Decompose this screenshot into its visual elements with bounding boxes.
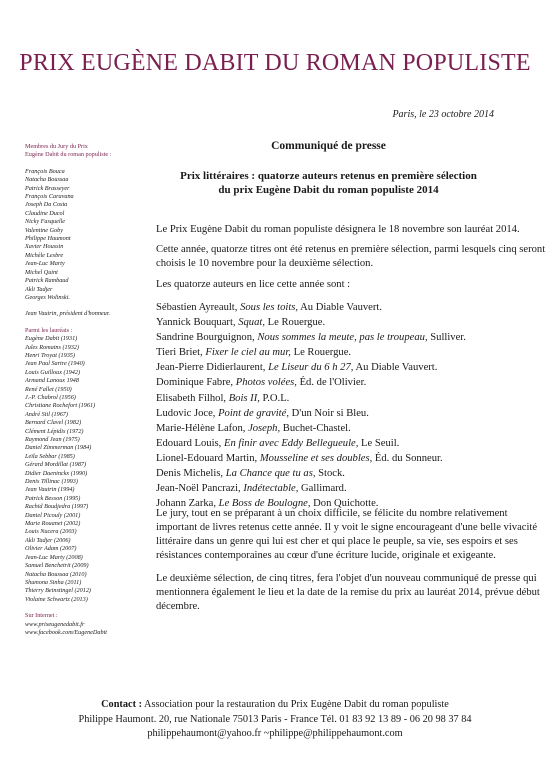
laureate-item: Henri Troyat (1935) — [25, 351, 75, 359]
laureate-item: Denis Tillinac (1993) — [25, 478, 78, 486]
communique-title: Communiqué de presse — [271, 140, 386, 152]
second-selection-paragraph — [156, 572, 540, 614]
jury-member: Xavier Houssin — [25, 243, 64, 251]
publisher: Le Rouergue. — [290, 347, 352, 359]
jury-line-4: résistances contemporaines au cœur d'une écriture lucide, originale et exigeante. — [156, 550, 496, 561]
authors-intro: Les quatorze auteurs en lice cette année sont : — [156, 279, 351, 290]
jury-member: Akli Tadjer — [25, 285, 53, 293]
laureate-item: Jean-Luc Marty (2008) — [25, 553, 83, 561]
jury-member: Valentine Goby — [25, 226, 63, 234]
laureate-item: Samuel Benchetrit (2009) — [25, 562, 89, 570]
jury-heading-line-1: Membres du Jury du Prix — [25, 143, 88, 150]
book-title: En finir avec Eddy Bellegueule, — [223, 437, 359, 449]
publisher: P.O.L. — [259, 392, 290, 404]
author-name: Johann Zarka, — [156, 498, 219, 510]
publisher: Éd. du Sonneur. — [372, 452, 443, 464]
author-entry — [156, 300, 501, 315]
laureate-item: Akli Tadjer (2006) — [25, 536, 71, 544]
author-entry — [156, 466, 501, 481]
authors-list — [156, 300, 501, 511]
laureate-item: René Fallet (1950) — [25, 385, 72, 393]
author-entry — [156, 315, 501, 330]
selection-line-1: Cette année, quatorze titres ont été retenus en première sélection, parmi lesquels cinq seront — [156, 244, 546, 255]
internet-heading: Sur Internet : — [25, 612, 58, 620]
author-name: Lionel-Edouard Martin, — [156, 452, 260, 464]
author-entry — [156, 345, 501, 360]
book-title: Le Boss de Boulogne, — [218, 498, 311, 510]
author-name: Jean-Pierre Didierlaurent, — [156, 362, 269, 374]
jury-member: Georges Wolinski. — [25, 293, 70, 301]
subject-heading — [156, 169, 501, 197]
jury-line-3: littéraire dans un genre qui lui est cher et qui place le peuple, sa vie, ses espoirs et ses — [156, 536, 518, 547]
laureate-item: Didier Daeninckx (1990) — [25, 469, 88, 477]
book-title: Sous les toits, — [240, 302, 299, 313]
jury-member: Nicky Fasquelle — [25, 218, 66, 226]
laureate-item: Rachid Boudjedra (1997) — [25, 503, 89, 511]
publisher: Don Quichotte. — [310, 498, 379, 510]
author-name: Ludovic Joce, — [156, 407, 219, 419]
book-title: Indétectable, — [243, 483, 299, 495]
facebook-link[interactable]: www.facebook.com/EugeneDabit — [25, 628, 108, 636]
author-entry — [156, 436, 501, 451]
author-entry — [156, 421, 501, 436]
contact-line-2: Philippe Haumont. 20, rue Nationale 75013 Paris - France Tél. 01 83 92 13 89 - 06 20 98 37 84 — [78, 713, 472, 725]
second-selection-line-3: décembre. — [156, 601, 200, 612]
author-name: Marie-Hélène Lafon, — [156, 422, 249, 434]
laureate-item: Shumona Sinha (2011) — [25, 578, 82, 586]
laureate-item: Raymond Jean (1975) — [25, 436, 80, 443]
laureate-item: Louis Nucera (2003) — [25, 528, 77, 536]
laureate-item: Leïla Sebbar (1985) — [25, 452, 75, 460]
author-entry — [156, 360, 501, 375]
laureate-item: Daniel Zimmerman (1984) — [25, 444, 92, 452]
book-title: Squat, — [238, 317, 265, 329]
laureate-item: Marie Rouanet (2002) — [25, 520, 81, 528]
jury-member: Philippe Haumont — [25, 235, 71, 243]
publisher: Éd. de l'Olivier. — [296, 377, 367, 389]
page-title: PRIX EUGÈNE DABIT DU ROMAN POPULISTE — [19, 50, 531, 76]
contact-line-1: Association pour la restauration du Prix Eugène Dabit du roman populiste — [142, 699, 449, 710]
publisher: Gallimard. — [298, 483, 347, 495]
publisher: D'un Noir si Bleu. — [288, 407, 369, 419]
publisher: Au Diable Vauvert. — [353, 362, 438, 374]
publisher: Stock. — [315, 468, 345, 480]
jury-line-2: important de livres retenus cette année. Il y voit le signe encourageant d'une belle vivacité — [156, 522, 538, 533]
book-title: Bois II, — [228, 392, 260, 404]
contact-block — [0, 698, 550, 742]
publisher: Sulliver. — [427, 332, 466, 344]
author-name: Tieri Briet, — [156, 347, 206, 359]
book-title: Joseph, — [248, 422, 281, 434]
jury-member: Patrick Brasseyer — [25, 184, 70, 192]
laureate-item: Thierry Beinstingel (2012) — [25, 587, 91, 595]
publisher: Au Diable Vauvert. — [298, 302, 382, 313]
jury-line-1: Le jury, tout en se préparant à un choix difficile, se félicite du nombre relativement — [156, 508, 508, 519]
book-title: Fixer le ciel au mur, — [205, 347, 291, 359]
author-entry — [156, 481, 501, 496]
book-title: Mousseline et ses doubles, — [259, 452, 373, 464]
book-title: Le Liseur du 6 h 27, — [268, 362, 354, 374]
subject-line-2: du prix Eugène Dabit du roman populiste 2014 — [218, 184, 439, 196]
laureate-item: Christiane Rochefort (1961) — [25, 402, 96, 410]
author-name: Edouard Louis, — [156, 437, 224, 449]
author-entry — [156, 391, 501, 406]
jury-heading-line-2: Eugène Dabit du roman populiste : — [25, 151, 112, 159]
jury-member-list — [25, 168, 145, 303]
author-name: Yannick Bouquart, — [156, 317, 239, 329]
document-date: Paris, le 23 octobre 2014 — [392, 109, 494, 120]
book-title: Point de gravité, — [218, 407, 289, 419]
laureate-list — [25, 335, 145, 604]
jury-member: François Caravana — [25, 193, 74, 201]
author-entry — [156, 330, 501, 345]
laureate-item: Bernard Clavel (1982) — [25, 419, 82, 427]
author-entry — [156, 375, 501, 390]
publisher: Le Seuil. — [358, 437, 400, 449]
publisher: Le Rouergue. — [264, 317, 326, 329]
laureate-item: Louis Guilloux (1942) — [25, 368, 80, 376]
laureate-item: Patrick Besson (1995) — [25, 494, 81, 502]
author-name: Jean-Noël Pancrazi, — [156, 483, 244, 495]
subject-line-1: Prix littéraires : quatorze auteurs retenus en première sélection — [180, 170, 477, 182]
jury-member: Michèle Lesbre — [25, 251, 64, 259]
jury-member: Patrick Rambaud — [25, 277, 69, 285]
sidebar — [25, 143, 145, 637]
laureate-item: J.-P. Chabrol (1956) — [25, 393, 76, 401]
laureate-item: Jean Vautrin (1994) — [25, 486, 75, 494]
laureate-item: Clément Lépidis (1972) — [25, 427, 84, 435]
author-entry — [156, 406, 501, 421]
second-selection-line-2: mentionnera également le lieu et la date de la remise du prix au lauréat 2014, prévue début — [156, 587, 540, 598]
book-title: Photos volées, — [235, 377, 297, 389]
president-line: Jean Vautrin, président d'honneur. — [25, 310, 111, 318]
author-name: Elisabeth Filhol, — [156, 392, 229, 404]
book-title: Nous sommes la meute, pas le troupeau, — [257, 332, 428, 344]
laureate-item: Gérard Mordillat (1987) — [25, 461, 87, 469]
contact-emails[interactable]: philippehaumont@yahoo.fr ~philippe@philippehaumont.com — [147, 728, 403, 739]
laureate-item: Natacha Boussaa (2010) — [25, 570, 87, 578]
second-selection-line-1: Le deuxième sélection, de cinq titres, fera l'objet d'un nouveau communiqué de presse qui — [156, 573, 537, 584]
author-entry — [156, 451, 501, 466]
jury-member: Michel Quint — [25, 268, 58, 276]
book-title: La Chance que tu as, — [225, 468, 316, 480]
contact-label: Contact : — [101, 699, 143, 710]
laureates-heading: Parmi les lauréats : — [25, 326, 73, 334]
author-name: Dominique Fabre, — [156, 377, 236, 389]
jury-member: Natacha Boussaa — [25, 176, 69, 184]
selection-line-2: choisis le 10 novembre pour la deuxième sélection. — [156, 258, 374, 269]
intro-paragraph: Le Prix Eugène Dabit du roman populiste désignera le 18 novembre son lauréat 2014. — [156, 224, 520, 235]
author-name: Sandrine Bourguignon, — [156, 332, 258, 344]
laureate-item: Olivier Adam (2007) — [25, 545, 77, 553]
jury-member: Claudine Ducol — [25, 209, 65, 217]
laureate-item: Daniel Picouly (2001) — [25, 511, 81, 519]
author-name: Denis Michelis, — [156, 468, 226, 480]
laureate-item: Jules Romains (1932) — [25, 343, 79, 351]
laureate-item: Armand Lanoux 1948 — [25, 377, 79, 385]
author-name: Sébastien Ayreault, — [156, 302, 241, 313]
selection-paragraph — [156, 243, 546, 271]
laureate-item: André Stil (1967) — [25, 410, 68, 418]
jury-paragraph — [156, 507, 538, 563]
publisher: Buchet-Chastel. — [280, 422, 351, 434]
laureate-item: Jean Paul Sartre (1940) — [25, 360, 85, 368]
website-link[interactable]: www.prixeugenedabit.fr — [25, 620, 85, 628]
jury-member: François Bouca — [25, 167, 65, 175]
laureate-item: Violaine Schwartz (2013) — [25, 595, 88, 603]
jury-member: Joseph Da Costa — [25, 201, 68, 209]
jury-member: Jean-Luc Marty — [25, 260, 65, 268]
laureate-item: Eugène Dabit (1931) — [25, 335, 78, 343]
